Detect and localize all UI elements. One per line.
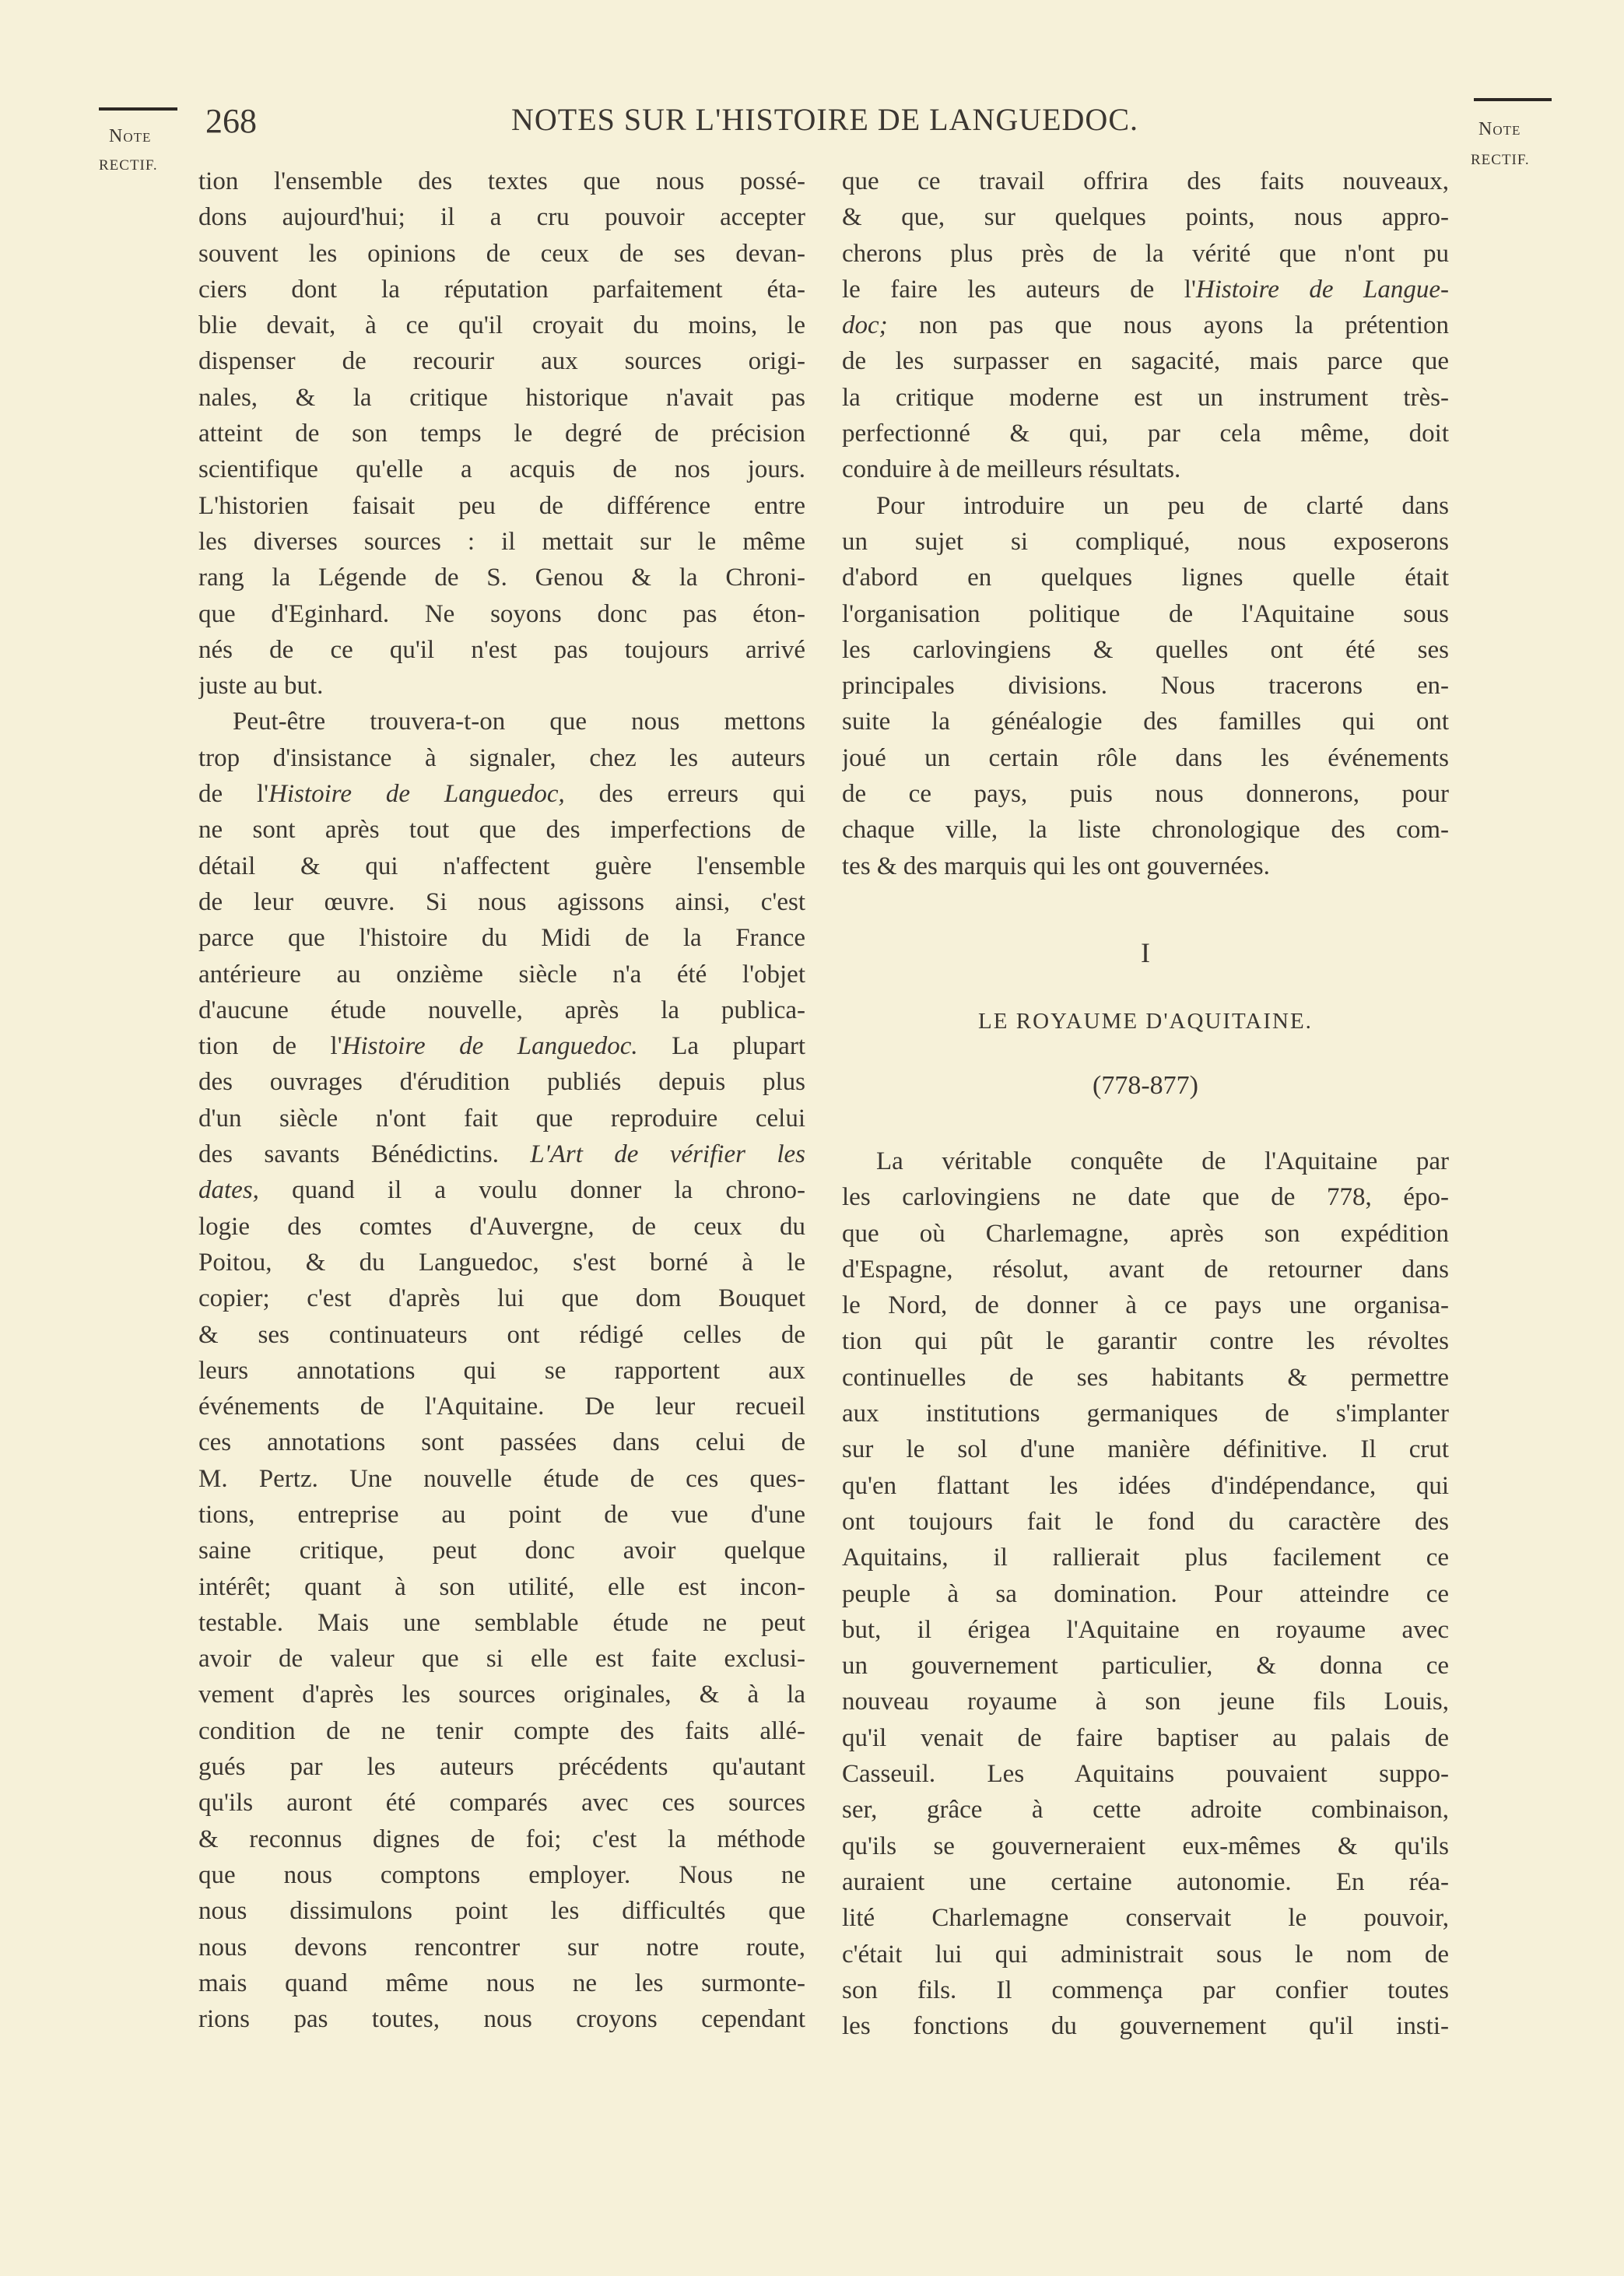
text-line (198, 812, 805, 848)
text-line (842, 1252, 1449, 1287)
text-run: un sujet si compliqué, nous exposerons (842, 527, 1449, 556)
text-run: que d'Eginhard. Ne soyons donc pas éton- (198, 599, 805, 628)
text-run: nous dissimulons point les difficultés que (198, 1897, 805, 1926)
text-line (198, 1064, 805, 1100)
text-line (842, 776, 1449, 812)
text-run: le Nord, de donner à ce pays une organisa- (842, 1291, 1449, 1320)
text-line (842, 451, 1449, 487)
text-run: des savants Bénédictins. (198, 1140, 531, 1169)
text-run: qu'en flattant les idées d'indépendance, qui (842, 1471, 1449, 1500)
text-line (842, 1864, 1449, 1900)
margin-note-left: Note (109, 126, 152, 146)
text-run: tions, entreprise au point de vue d'une (198, 1500, 805, 1529)
text-line (842, 380, 1449, 416)
text-line (842, 1756, 1449, 1792)
text-run: les fonctions du gouvernement qu'il insti- (842, 2012, 1449, 2041)
margin-rule-left (99, 107, 177, 111)
text-line (198, 1424, 805, 1460)
text-line (842, 1576, 1449, 1612)
text-run: que ce travail offrira des faits nouveaux, (842, 167, 1449, 195)
text-line (198, 1101, 805, 1136)
text-run: conduire à de meilleurs résultats. (842, 455, 1181, 484)
section-dates: (778-877) (1093, 1071, 1198, 1100)
text-line (198, 1893, 805, 1929)
text-run: continuelles de ses habitants & permettre (842, 1363, 1449, 1392)
text-run: d'aucune étude nouvelle, après la publica- (198, 996, 805, 1024)
right-column-top (842, 163, 1449, 884)
text-run: intérêt; quant à son utilité, elle est incon- (198, 1572, 805, 1601)
margin-rectif-right: RECTIF. (1471, 152, 1530, 168)
text-run: de ce pays, puis nous donnerons, pour (842, 780, 1449, 809)
text-run: & que, sur quelques points, nous appro- (842, 203, 1449, 232)
text-run: rions pas toutes, nous croyons cependant (198, 2005, 805, 2034)
text-run: L'historien faisait peu de différence entre (198, 491, 805, 520)
text-run: qu'ils se gouverneraient eux-mêmes & qu'ils (842, 1832, 1449, 1860)
text-run: dons aujourd'hui; il a cru pouvoir accepter (198, 203, 805, 232)
text-line (198, 1172, 805, 1208)
text-line (198, 488, 805, 524)
text-line (842, 343, 1449, 379)
text-line (842, 632, 1449, 668)
text-run: copier; c'est d'après lui que dom Bouquet (198, 1284, 805, 1313)
text-run: des erreurs qui (564, 780, 805, 809)
text-run: de leur œuvre. Si nous agissons ainsi, c'est (198, 887, 805, 916)
text-line (198, 307, 805, 343)
text-line (198, 704, 805, 739)
text-line (198, 1713, 805, 1749)
text-line (842, 1179, 1449, 1215)
text-line (842, 1828, 1449, 1864)
text-line (198, 380, 805, 416)
italic-title: Histoire de Languedoc. (342, 1032, 638, 1061)
text-run: La plupart (637, 1032, 805, 1061)
text-run: nés de ce qu'il n'est pas toujours arrivé (198, 635, 805, 664)
text-run: tion qui pût le garantir contre les révoltes (842, 1327, 1449, 1356)
text-run: son fils. Il commença par confier toutes (842, 1976, 1449, 2004)
text-line (198, 1857, 805, 1893)
text-line (842, 1431, 1449, 1467)
text-run: blie devait, à ce qu'il croyait du moins, le (198, 311, 805, 340)
text-line (842, 1648, 1449, 1684)
text-run: ont toujours fait le fond du caractère des (842, 1507, 1449, 1536)
text-line (198, 1317, 805, 1353)
text-run: sur le sol d'une manière définitive. Il crut (842, 1435, 1449, 1464)
text-run: que où Charlemagne, après son expédition (842, 1219, 1449, 1248)
text-run: perfectionné & qui, par cela même, doit (842, 420, 1449, 448)
text-run: aux institutions germaniques de s'implanter (842, 1400, 1449, 1428)
text-run: souvent les opinions de ceux de ses devan- (198, 239, 805, 268)
text-line (198, 343, 805, 379)
text-run: principales divisions. Nous tracerons en- (842, 672, 1449, 701)
text-run: trop d'insistance à signaler, chez les auteurs (198, 743, 805, 772)
text-run: les carlovingiens & quelles ont été ses (842, 635, 1449, 664)
text-line (842, 1216, 1449, 1252)
text-run: cherons plus près de la vérité que n'ont pu (842, 239, 1449, 268)
text-line (842, 416, 1449, 451)
text-line (842, 740, 1449, 776)
text-line (198, 668, 805, 704)
text-run: le faire les auteurs de l' (842, 275, 1196, 304)
text-line (198, 632, 805, 668)
text-run: les carlovingiens ne date que de 778, épo- (842, 1183, 1449, 1212)
italic-title: Histoire de Langue- (1195, 275, 1449, 304)
text-run: M. Pertz. Une nouvelle étude de ces ques- (198, 1464, 805, 1493)
text-run: dispenser de recourir aux sources origi- (198, 347, 805, 376)
text-line (842, 1504, 1449, 1540)
text-run: quand il a voulu donner la chrono- (258, 1176, 805, 1205)
text-run: ne sont après tout que des imperfections de (198, 816, 805, 845)
text-line (198, 1533, 805, 1568)
text-line (198, 524, 805, 560)
text-line (198, 957, 805, 992)
text-line (842, 307, 1449, 343)
text-line (198, 1641, 805, 1677)
text-run: lité Charlemagne conservait le pouvoir, (842, 1904, 1449, 1933)
text-run: nous devons rencontrer sur notre route, (198, 1933, 805, 1962)
text-line (842, 1900, 1449, 1936)
text-line (842, 236, 1449, 272)
text-line (198, 1461, 805, 1497)
text-run: détail & qui n'affectent guère l'ensemble (198, 852, 805, 880)
text-run: un gouvernement particulier, & donna ce (842, 1652, 1449, 1681)
text-run: antérieure au onzième siècle n'a été l'objet (198, 960, 805, 989)
text-line (198, 163, 805, 199)
text-run: but, il érigea l'Aquitaine en royaume avec (842, 1615, 1449, 1644)
text-run: d'Espagne, résolut, avant de retourner dans (842, 1255, 1449, 1284)
text-line (842, 1468, 1449, 1504)
text-run: nouveau royaume à son jeune fils Louis, (842, 1688, 1449, 1716)
text-run: la critique moderne est un instrument très- (842, 383, 1449, 412)
text-line (198, 992, 805, 1028)
text-line (198, 1245, 805, 1280)
text-run: de l' (198, 780, 269, 809)
text-run: Pour introduire un peu de clarté dans (876, 491, 1449, 520)
text-run: de les surpasser en sagacité, mais parce que (842, 347, 1449, 376)
text-line (198, 1965, 805, 2001)
text-run: d'un siècle n'ont fait que reproduire celui (198, 1104, 805, 1133)
text-run: tes & des marquis qui les ont gouvernées. (842, 852, 1270, 880)
text-line (842, 812, 1449, 848)
text-line (842, 1937, 1449, 1972)
text-run: nales, & la critique historique n'avait pas (198, 383, 805, 412)
italic-title: dates, (198, 1176, 259, 1205)
text-line (198, 1677, 805, 1712)
text-run: scientifique qu'elle a acquis de nos jours. (198, 455, 805, 484)
text-line (198, 848, 805, 884)
text-line (842, 1612, 1449, 1648)
text-run: avoir de valeur que si elle est faite exclusi- (198, 1645, 805, 1674)
text-line (842, 1287, 1449, 1323)
text-run: saine critique, peut donc avoir quelque (198, 1537, 805, 1565)
text-line (198, 1749, 805, 1785)
text-run: non pas que nous ayons la prétention (887, 311, 1449, 340)
text-line (842, 1143, 1449, 1179)
text-run: leurs annotations qui se rapportent aux (198, 1356, 805, 1385)
text-run: gués par les auteurs précédents qu'autant (198, 1753, 805, 1782)
text-line (842, 1792, 1449, 1828)
section-number: I (1141, 937, 1150, 968)
text-run: juste au but. (198, 672, 324, 701)
text-run: rang la Légende de S. Genou & la Chroni- (198, 564, 805, 592)
text-line (842, 199, 1449, 235)
text-line (842, 1396, 1449, 1431)
text-run: atteint de son temps le degré de précision (198, 420, 805, 448)
text-run: tion l'ensemble des textes que nous possé- (198, 167, 805, 195)
section-title: LE ROYAUME D'AQUITAINE. (978, 1009, 1313, 1034)
text-line (842, 1684, 1449, 1719)
text-line (198, 1569, 805, 1605)
text-run: joué un certain rôle dans les événements (842, 743, 1449, 772)
text-line (198, 199, 805, 235)
text-run: parce que l'histoire du Midi de la France (198, 924, 805, 953)
text-run: l'organisation politique de l'Aquitaine sous (842, 599, 1449, 628)
text-run: & ses continuateurs ont rédigé celles de (198, 1320, 805, 1349)
text-line (198, 1209, 805, 1245)
text-run: événements de l'Aquitaine. De leur recueil (198, 1393, 805, 1421)
italic-title: doc; (842, 311, 888, 340)
text-run: vement d'après les sources originales, & à la (198, 1681, 805, 1709)
text-line (842, 163, 1449, 199)
text-line (842, 1360, 1449, 1396)
text-line (198, 416, 805, 451)
text-line (842, 596, 1449, 632)
text-run: La véritable conquête de l'Aquitaine par (876, 1147, 1449, 1175)
text-line (198, 1930, 805, 1965)
text-line (198, 596, 805, 632)
italic-title: L'Art de vérifier les (530, 1140, 805, 1169)
text-run: ces annotations sont passées dans celui de (198, 1428, 805, 1457)
text-line (198, 1605, 805, 1641)
text-line (842, 2008, 1449, 2044)
text-line (198, 451, 805, 487)
text-line (198, 1821, 805, 1857)
text-line (842, 272, 1449, 307)
text-run: qu'ils auront été comparés avec ces sources (198, 1789, 805, 1818)
text-run: Casseuil. Les Aquitains pouvaient suppo- (842, 1760, 1449, 1789)
text-run: auraient une certaine autonomie. En réa- (842, 1867, 1449, 1896)
text-line (842, 668, 1449, 704)
text-run: mais quand même nous ne les surmonte- (198, 1969, 805, 1997)
text-line (198, 740, 805, 776)
text-line (842, 524, 1449, 560)
text-line (198, 1028, 805, 1064)
text-run: ciers dont la réputation parfaitement éta- (198, 275, 805, 304)
text-line (842, 1720, 1449, 1756)
text-run: les diverses sources : il mettait sur le même (198, 527, 805, 556)
text-line (842, 704, 1449, 739)
text-run: qu'il venait de faire baptiser au palais de (842, 1723, 1449, 1752)
margin-rule-right (1474, 98, 1552, 101)
text-run: logie des comtes d'Auvergne, de ceux du (198, 1212, 805, 1241)
text-line (198, 1785, 805, 1821)
text-run: Peut-être trouvera-t-on que nous mettons (233, 708, 805, 736)
text-line (198, 272, 805, 307)
text-line (198, 920, 805, 956)
text-line (842, 560, 1449, 595)
text-run: ser, grâce à cette adroite combinaison, (842, 1796, 1449, 1825)
margin-note-right: Note (1478, 119, 1521, 139)
text-line (198, 1280, 805, 1316)
text-run: Poitou, & du Languedoc, s'est borné à le (198, 1248, 805, 1277)
text-run: peuple à sa domination. Pour atteindre ce (842, 1579, 1449, 1608)
text-run: que nous comptons employer. Nous ne (198, 1860, 805, 1889)
text-line (198, 776, 805, 812)
text-line (198, 236, 805, 272)
text-line (198, 1136, 805, 1172)
running-title: NOTES SUR L'HISTOIRE DE LANGUEDOC. (510, 102, 1138, 137)
text-run: suite la généalogie des familles qui ont (842, 708, 1449, 736)
text-run: chaque ville, la liste chronologique des com- (842, 816, 1449, 845)
text-line (198, 560, 805, 595)
text-line (198, 884, 805, 920)
page-number: 268 (205, 102, 257, 140)
text-run: d'abord en quelques lignes quelle était (842, 564, 1449, 592)
text-line (842, 1972, 1449, 2008)
margin-rectif-left: RECTIF. (99, 157, 158, 174)
italic-title: Histoire de Languedoc, (268, 780, 565, 809)
text-run: condition de ne tenir compte des faits allé- (198, 1716, 805, 1745)
text-line (198, 1497, 805, 1533)
left-column (198, 163, 805, 2037)
text-run: c'était lui qui administrait sous le nom de (842, 1940, 1449, 1969)
text-line (842, 848, 1449, 884)
text-line (842, 488, 1449, 524)
text-line (842, 1323, 1449, 1359)
text-line (198, 1389, 805, 1424)
text-run: & reconnus dignes de foi; c'est la méthode (198, 1825, 805, 1853)
text-run: testable. Mais une semblable étude ne peut (198, 1608, 805, 1637)
right-column-bottom (842, 1143, 1449, 2044)
text-line (198, 2001, 805, 2037)
text-run: Aquitains, il rallierait plus facilement ce (842, 1544, 1449, 1572)
text-line (842, 1540, 1449, 1575)
text-run: des ouvrages d'érudition publiés depuis plus (198, 1068, 805, 1097)
text-run: tion de l' (198, 1032, 342, 1061)
text-line (198, 1353, 805, 1389)
